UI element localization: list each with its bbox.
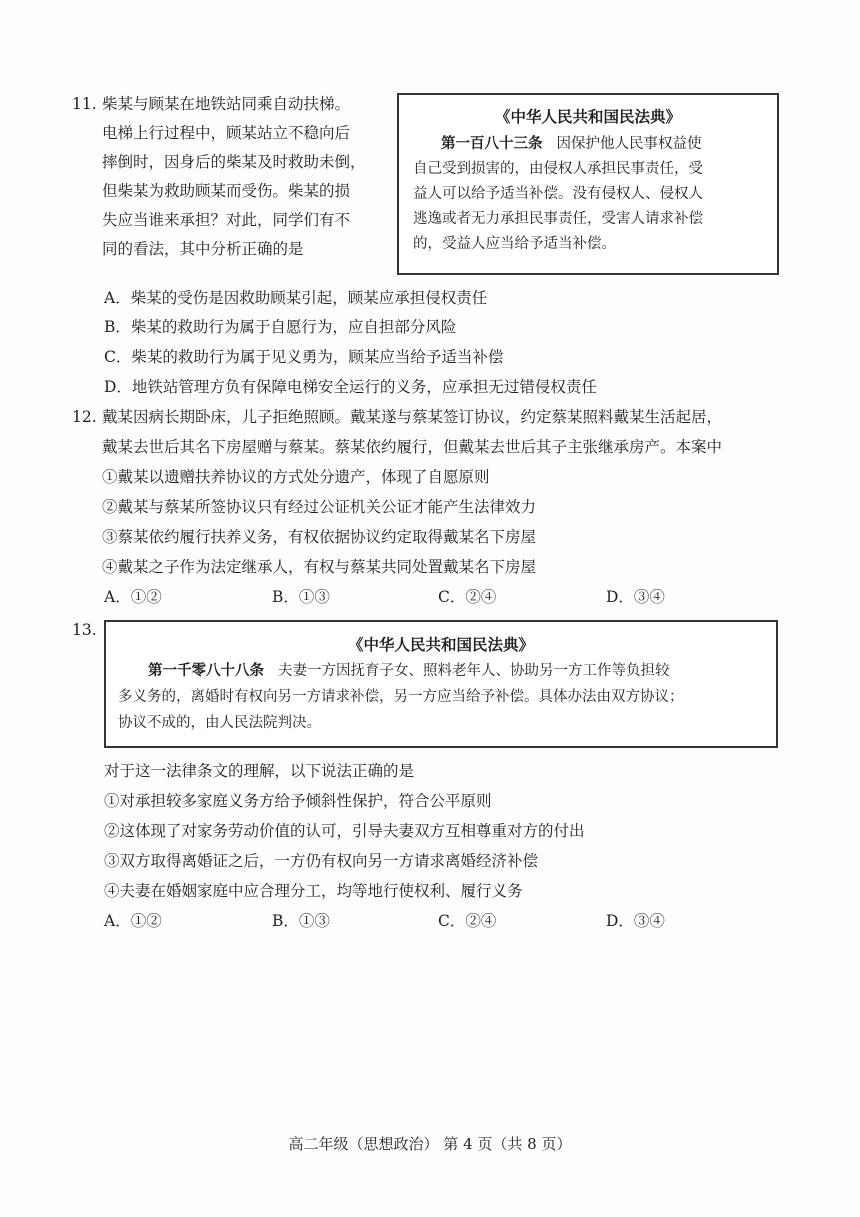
question-12-statement: ②戴某与蔡某所签协议只有经过公证机关公证才能产生法律效力	[102, 498, 537, 516]
question-11-stem-line: 同的看法，其中分析正确的是	[102, 240, 304, 258]
law-box-line: 自己受到损害的，由侵权人承担民事责任，受	[413, 161, 703, 177]
law-article-number: 第一百八十三条	[441, 135, 543, 152]
law-article-number: 第一千零八十八条	[148, 662, 264, 679]
law-box-text: 夫妻一方因抚育子女、照料老年人、协助另一方工作等负担较	[278, 663, 670, 679]
question-11-option-d: D．地铁站管理方负有保障电梯安全运行的义务，应承担无过错侵权责任	[104, 378, 597, 396]
question-11-stem-line: 柴某与顾某在地铁站同乘自动扶梯。	[102, 95, 351, 113]
question-12-choice-d: D．③④	[606, 588, 665, 606]
question-13-stem: 对于这一法律条文的理解，以下说法正确的是	[104, 762, 415, 780]
question-13-number: 13.	[72, 621, 97, 639]
question-12-statement: ①戴某以遗赠扶养协议的方式处分遗产，体现了自愿原则	[102, 468, 490, 486]
law-box-line: 协议不成的，由人民法院判决。	[118, 715, 321, 731]
question-13-statement: ②这体现了对家务劳动价值的认可，引导夫妻双方互相尊重对方的付出	[104, 822, 585, 840]
law-box-title: 《中华人民共和国民法典》	[494, 107, 681, 126]
question-12-stem-line: 戴某因病长期卧床，儿子拒绝照顾。戴某遂与蔡某签订协议，约定蔡某照料戴某生活起居，	[102, 408, 723, 426]
law-box-line: 益人可以给予适当补偿。没有侵权人、侵权人	[413, 186, 703, 202]
question-13-choice-c: C．②④	[438, 912, 497, 930]
question-12-number: 12.	[72, 408, 97, 426]
question-11-law-box	[397, 93, 779, 275]
question-11-number: 11.	[72, 95, 97, 113]
law-box-line: 多义务的，离婚时有权向另一方请求补偿，另一方应当给予补偿。具体办法由双方协议；	[118, 689, 684, 705]
page-footer: 高二年级（思想政治） 第 4 页（共 8 页）	[288, 1135, 572, 1153]
question-13-statement: ④夫妻在婚姻家庭中应合理分工，均等地行使权利、履行义务	[104, 882, 523, 900]
question-12-choice-c: C．②④	[438, 588, 497, 606]
law-box-line	[148, 660, 670, 682]
question-11-option-c: C．柴某的救助行为属于见义勇为，顾某应当给予适当补偿	[104, 348, 504, 366]
law-box-line: 的，受益人应当给予适当补偿。	[413, 236, 616, 252]
question-13-law-box	[104, 620, 778, 748]
law-box-title: 《中华人民共和国民法典》	[347, 635, 534, 654]
question-12-stem-line: 戴某去世后其名下房屋赠与蔡某。蔡某依约履行，但戴某去世后其子主张继承房产。本案中	[102, 438, 723, 456]
question-12-choice-a: A．①②	[104, 588, 162, 606]
question-13-statement: ①对承担较多家庭义务方给予倾斜性保护，符合公平原则	[104, 792, 492, 810]
question-13-choice-b: B．①③	[272, 912, 330, 930]
question-11-stem-line: 电梯上行过程中，顾某站立不稳向后	[102, 124, 351, 142]
question-11-stem-line: 失应当谁来承担？对此，同学们有不	[102, 211, 351, 229]
question-13-choice-a: A．①②	[104, 912, 162, 930]
question-13-statement: ③双方取得离婚证之后，一方仍有权向另一方请求离婚经济补偿	[104, 852, 539, 870]
question-12-statement: ③蔡某依约履行扶养义务，有权依据协议约定取得戴某名下房屋	[102, 528, 537, 546]
question-13-choice-d: D．③④	[606, 912, 665, 930]
question-12-choice-b: B．①③	[272, 588, 330, 606]
law-box-line: 逃逸或者无力承担民事责任，受害人请求补偿	[413, 211, 703, 227]
law-box-line	[441, 133, 702, 155]
question-11-stem-line: 但柴某为救助顾某而受伤。柴某的损	[102, 182, 351, 200]
law-box-text: 因保护他人民事权益使	[556, 136, 702, 152]
question-11-stem-line: 摔倒时，因身后的柴某及时救助未倒，	[102, 153, 366, 171]
question-11-option-a: A．柴某的受伤是因救助顾某引起，顾某应承担侵权责任	[104, 289, 488, 307]
question-12-statement: ④戴某之子作为法定继承人，有权与蔡某共同处置戴某名下房屋	[102, 558, 537, 576]
question-11-option-b: B．柴某的救助行为属于自愿行为，应自担部分风险	[104, 318, 457, 336]
